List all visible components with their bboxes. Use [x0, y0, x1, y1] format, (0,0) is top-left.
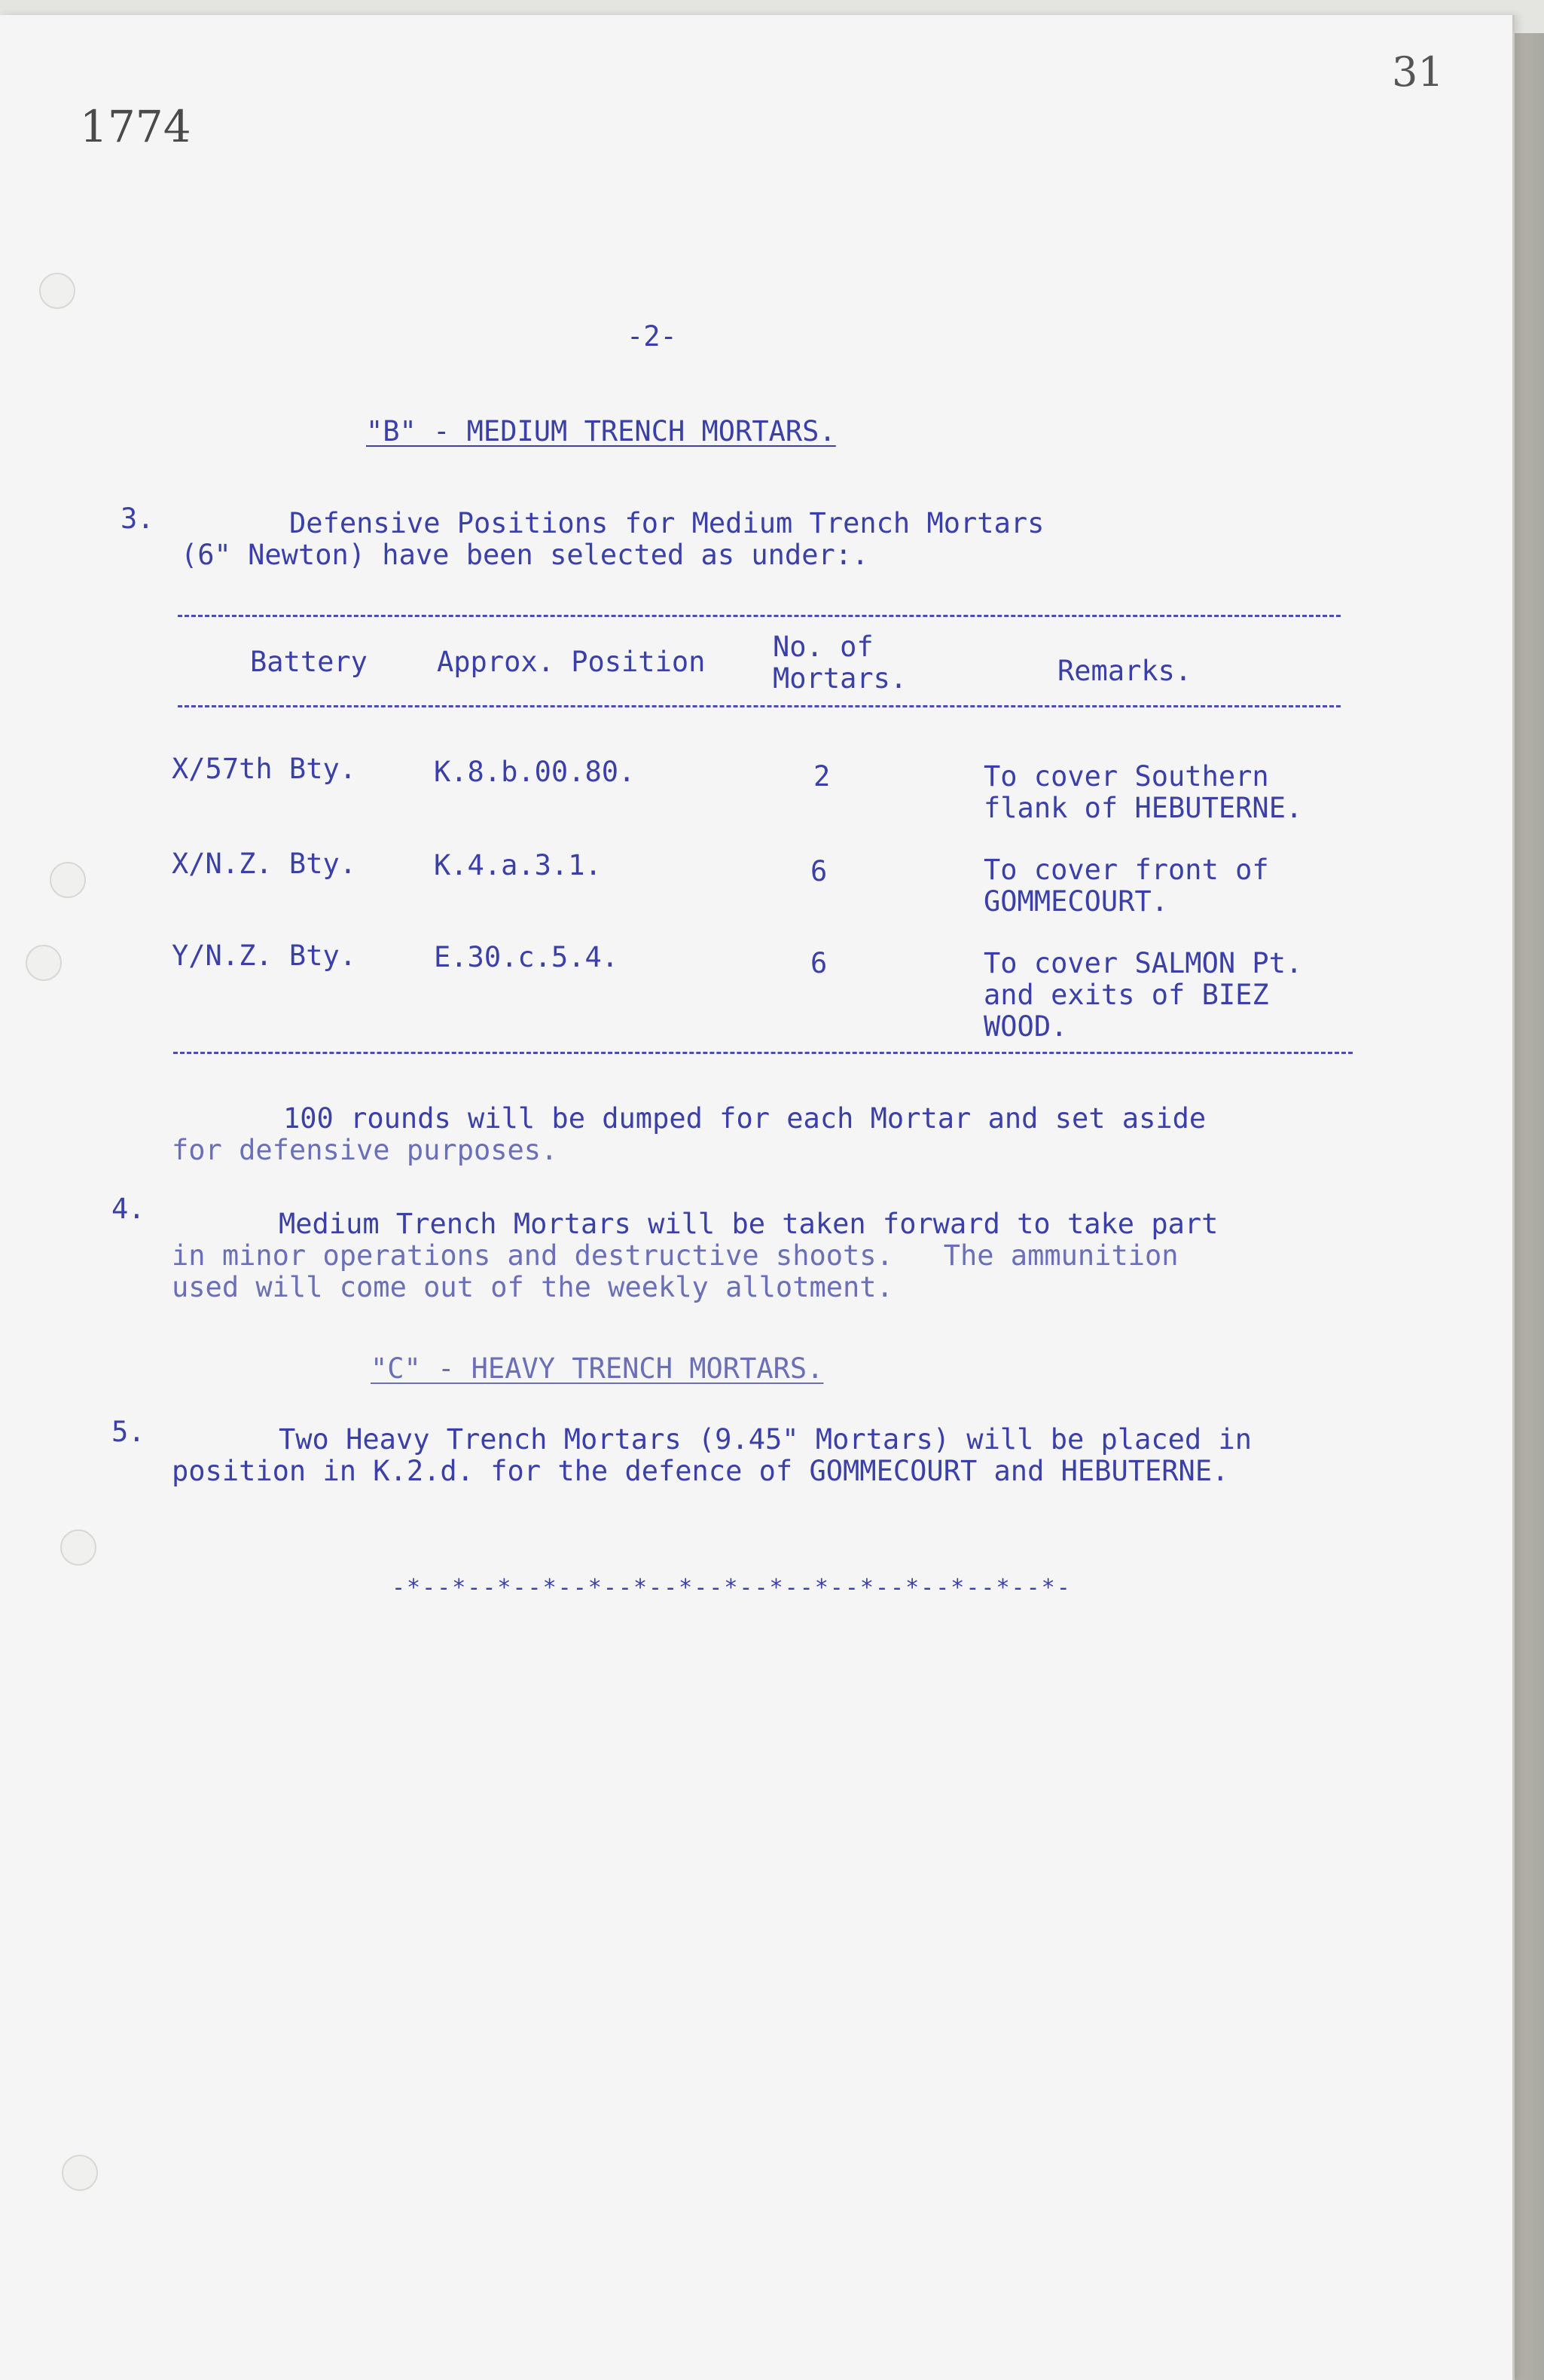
row1-remarks-line2: flank of HEBUTERNE. [984, 792, 1303, 824]
row2-mortars: 6 [810, 855, 828, 888]
header-mortars-line2: Mortars. [773, 662, 908, 695]
para4-line2: in minor operations and destructive shoots. The ammunition [172, 1239, 1179, 1272]
document-page [0, 15, 1515, 2380]
row1-remarks-line1: To cover Southern [984, 760, 1269, 793]
row1-battery: X/57th Bty. [172, 753, 357, 785]
row3-remarks-line3: WOOD. [984, 1010, 1068, 1043]
section-b-heading: "B" - MEDIUM TRENCH MORTARS. [366, 415, 836, 448]
row2-battery: X/N.Z. Bty. [172, 848, 357, 880]
folio-number: 31 [1392, 48, 1444, 96]
row2-remarks-line1: To cover front of [984, 854, 1269, 886]
para4-number: 4. [111, 1193, 145, 1225]
closing-ornament: -*--*--*--*--*--*--*--*--*--*--*--*--*--*--*- [392, 1575, 1072, 1601]
row2-remarks-line2: GOMMECOURT. [984, 885, 1169, 918]
row1-mortars: 2 [813, 760, 831, 793]
table-rule-bottom [173, 1052, 1353, 1054]
punch-hole [60, 1529, 96, 1566]
para4-line3: used will come out of the weekly allotment. [172, 1271, 893, 1303]
row3-remarks-line1: To cover SALMON Pt. [984, 947, 1303, 979]
row3-mortars: 6 [810, 947, 828, 979]
header-remarks: Remarks. [1057, 655, 1192, 687]
row3-remarks-line2: and exits of BIEZ [984, 979, 1269, 1011]
punch-hole [39, 273, 75, 309]
punch-hole [50, 862, 86, 898]
rounds-line2: for defensive purposes. [172, 1134, 558, 1166]
punch-hole [62, 2155, 98, 2191]
para5-line1: Two Heavy Trench Mortars (9.45" Mortars) will be placed in [279, 1423, 1253, 1456]
header-mortars-line1: No. of [773, 631, 874, 663]
table-rule-header [178, 705, 1341, 707]
row1-position: K.8.b.00.80. [434, 756, 636, 788]
para5-number: 5. [111, 1416, 145, 1448]
file-number: 1774 [80, 101, 191, 152]
para3-line1: Defensive Positions for Medium Trench Mortars [289, 507, 1045, 539]
para4-line1: Medium Trench Mortars will be taken forward to take part [279, 1208, 1219, 1240]
row3-position: E.30.c.5.4. [434, 941, 619, 973]
rounds-line1: 100 rounds will be dumped for each Mortar and set aside [283, 1102, 1207, 1135]
header-position: Approx. Position [437, 646, 706, 678]
row2-position: K.4.a.3.1. [434, 849, 602, 881]
section-c-heading: "C" - HEAVY TRENCH MORTARS. [371, 1352, 824, 1385]
punch-hole [26, 945, 62, 981]
table-rule-top [178, 615, 1341, 617]
page-marker: -2- [627, 320, 677, 353]
row3-battery: Y/N.Z. Bty. [172, 939, 357, 972]
para5-line2: position in K.2.d. for the defence of GOMMECOURT and HEBUTERNE. [172, 1455, 1229, 1487]
para3-line2: (6" Newton) have been selected as under:. [181, 539, 869, 571]
para3-number: 3. [121, 503, 154, 535]
header-battery: Battery [250, 646, 368, 678]
